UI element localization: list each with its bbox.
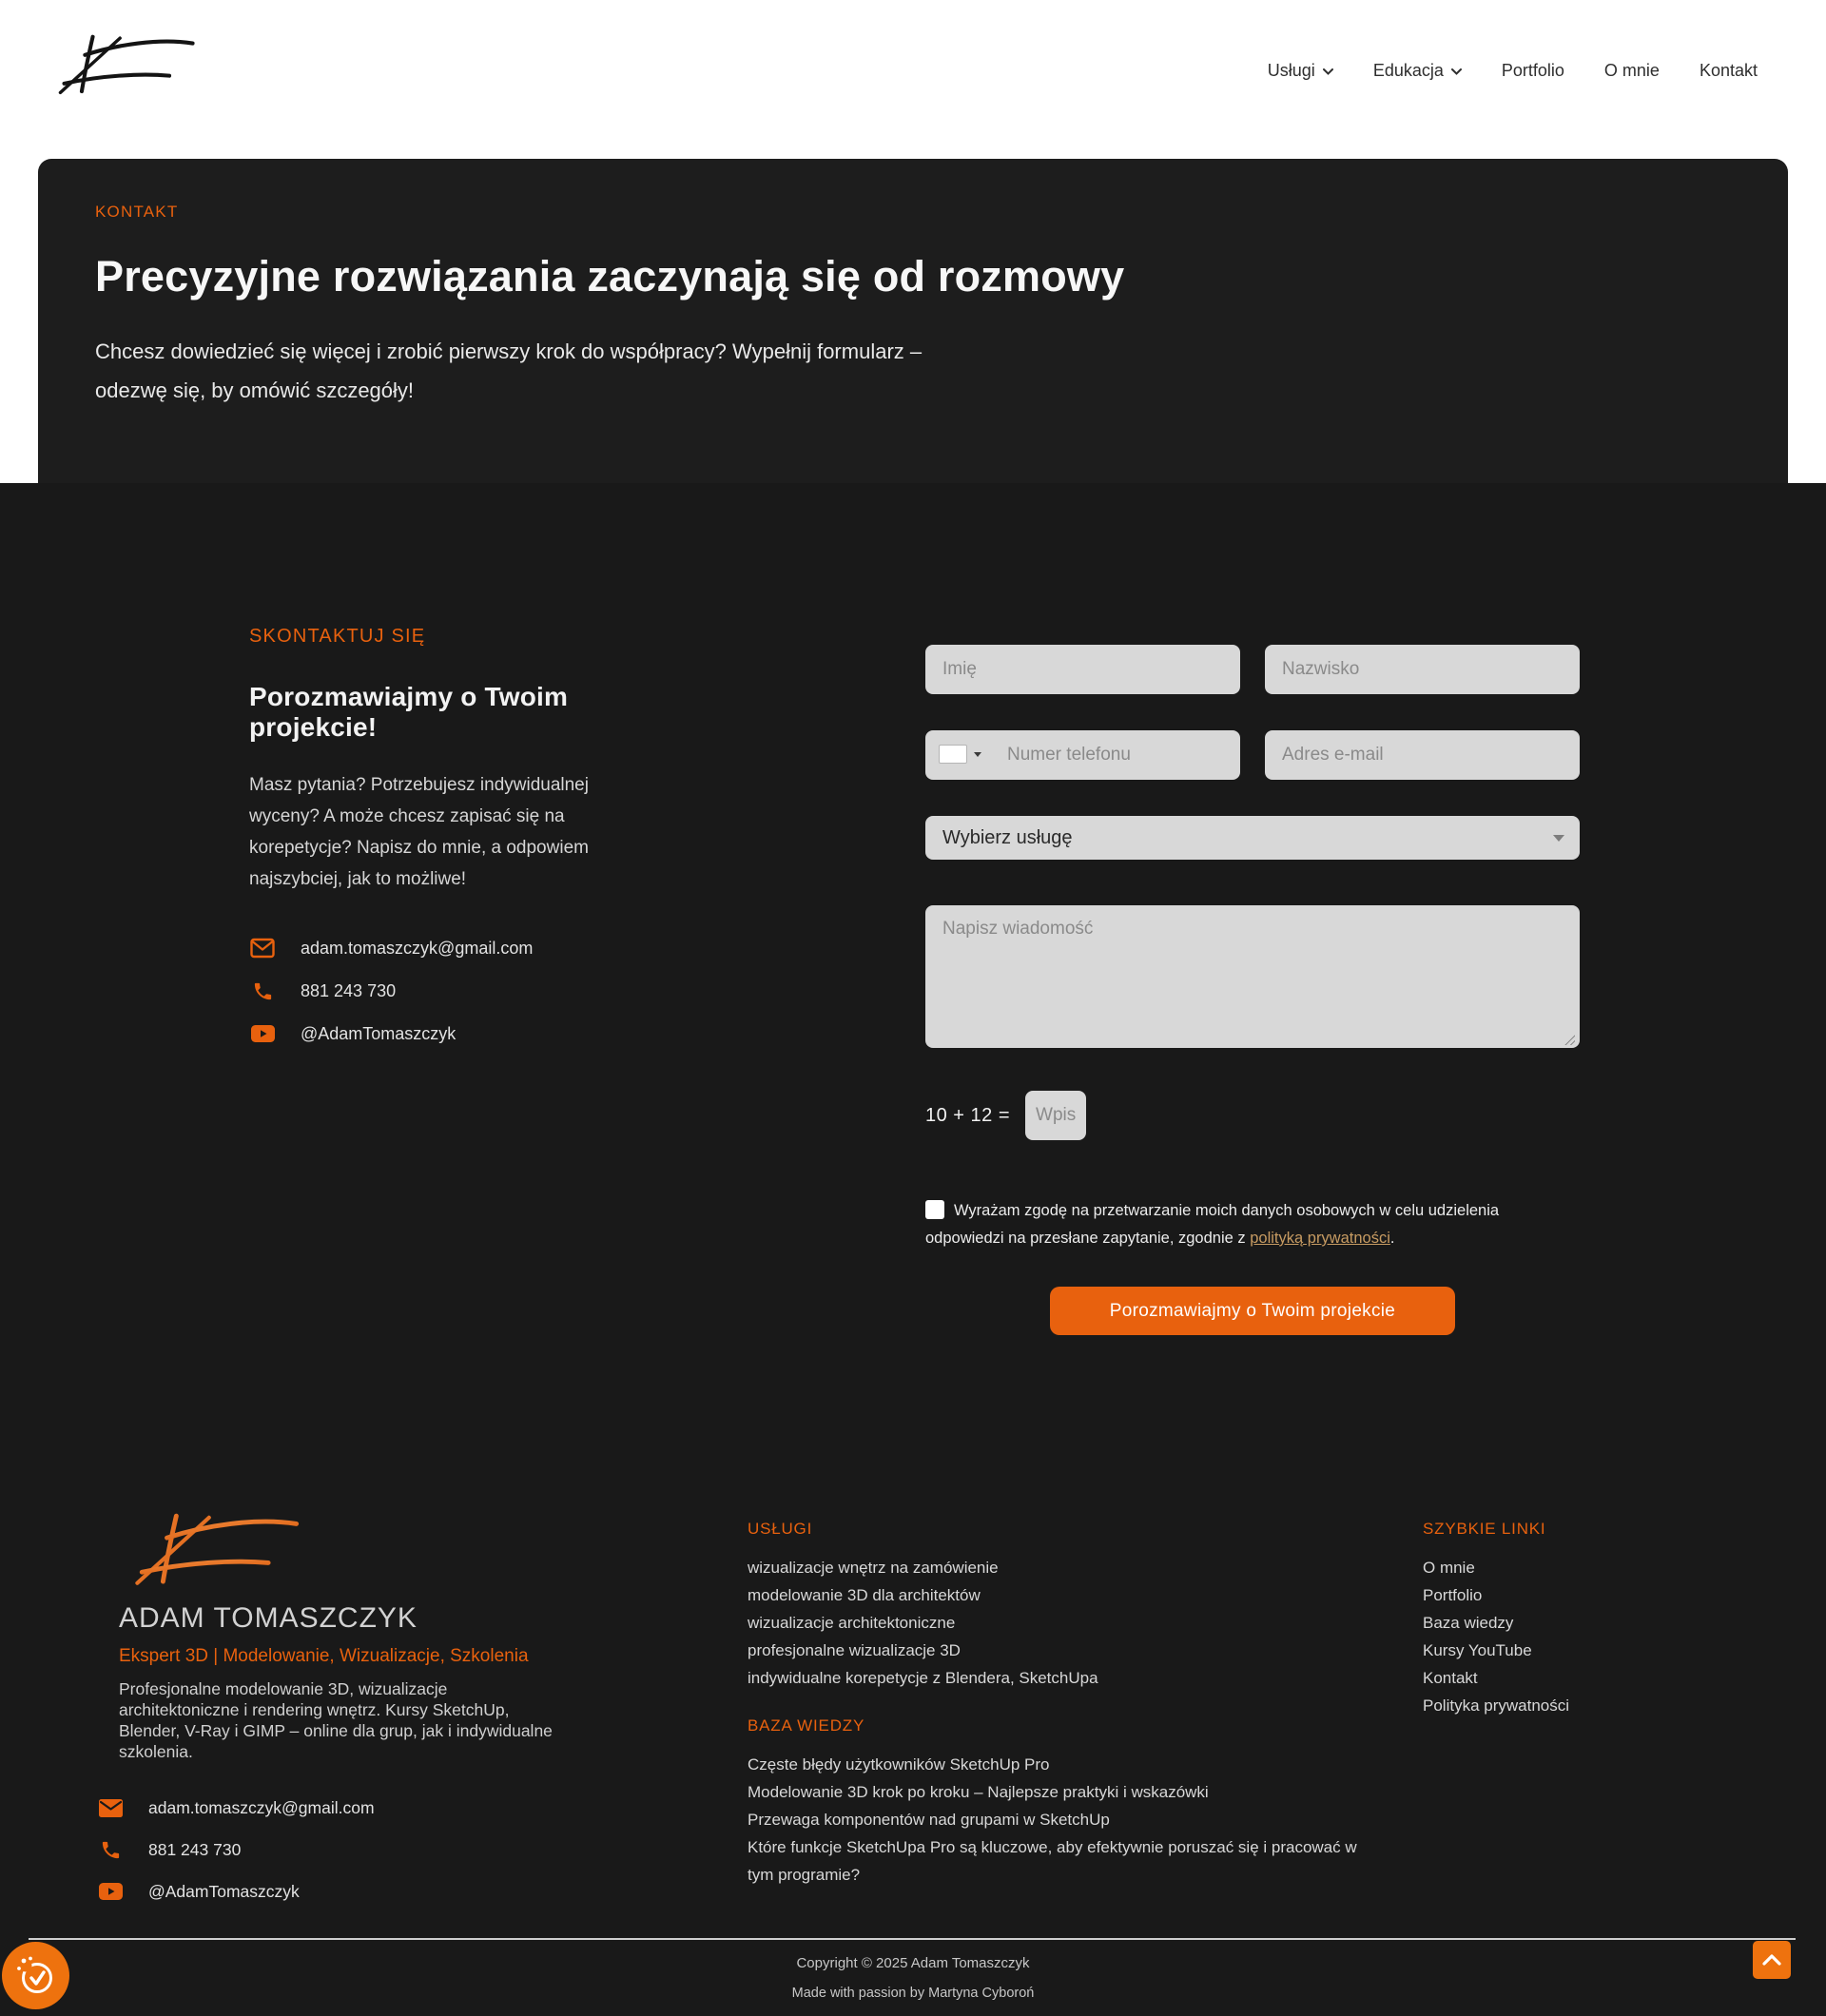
first-name-input[interactable] [925, 645, 1240, 694]
footer-service-link[interactable]: profesjonalne wizualizacje 3D [748, 1641, 961, 1659]
resize-handle[interactable] [1564, 1034, 1575, 1045]
captcha-question: 10 + 12 = [925, 1104, 1011, 1126]
footer-knowledge-link[interactable]: Modelowanie 3D krok po kroku – Najlepsze praktyki i wskazówki [748, 1783, 1209, 1801]
footer-phone-link[interactable] [97, 1838, 563, 1861]
contact-phone-text: 881 243 730 [301, 980, 397, 1000]
footer-email-text: adam.tomaszczyk@gmail.com [148, 1797, 375, 1817]
footer-quicklink-o-mnie[interactable]: O mnie [1423, 1559, 1475, 1577]
footer-quicklinks-list [1423, 1554, 1708, 1719]
signature-icon-orange [103, 1508, 331, 1586]
consent-text-suffix: . [1389, 1230, 1395, 1247]
caret-down-icon [974, 752, 981, 757]
scroll-to-top-button[interactable] [1753, 1941, 1791, 1979]
hero-subtitle: Chcesz dowiedzieć się więcej i zrobić pierwszy krok do współpracy? Wypełnij formularz – odezwę się, by omówić szczegóły! [95, 339, 923, 402]
cookie-icon [12, 1952, 60, 2000]
footer-quicklinks-column [1423, 1520, 1708, 1719]
footer-quicklink-portfolio[interactable]: Portfolio [1423, 1586, 1483, 1604]
privacy-policy-link[interactable]: polityką prywatności [1250, 1230, 1390, 1247]
envelope-icon [97, 1796, 124, 1819]
country-code-selector[interactable] [939, 745, 981, 764]
contact-form [925, 645, 1580, 1335]
caret-down-icon [1553, 835, 1564, 842]
footer-email-link[interactable] [97, 1796, 563, 1819]
contact-intro [249, 626, 630, 1045]
nav-label: Edukacja [1372, 61, 1444, 80]
footer-tagline: Ekspert 3D | Modelowanie, Wizualizacje, Szkolenia [119, 1646, 529, 1666]
submit-button[interactable]: Porozmawiajmy o Twoim projekcie [1050, 1287, 1455, 1335]
footer-divider [29, 1938, 1796, 1940]
last-name-input[interactable] [1265, 645, 1580, 694]
footer-service-link[interactable]: wizualizacje wnętrz na zamówienie [748, 1559, 999, 1577]
youtube-icon [249, 1022, 276, 1045]
contact-youtube-link[interactable] [249, 1022, 630, 1045]
footer-brand-column [87, 1508, 563, 1903]
chevron-up-icon [1761, 1953, 1782, 1967]
contact-youtube-text: @AdamTomaszczyk [301, 1023, 456, 1043]
service-select-value: Wybierz usługę [942, 826, 1073, 848]
footer-services-list [748, 1554, 1366, 1692]
cookie-settings-button[interactable] [2, 1942, 69, 2009]
contact-body: Masz pytania? Potrzebujesz indywidualnej wyceny? A może chcesz zapisać się na korepetycje? Napisz do mnie, a odpowiem najszybciej, jak to możliwe! [249, 775, 589, 889]
envelope-icon [249, 937, 276, 960]
footer-quicklink-polityka[interactable]: Polityka prywatności [1423, 1696, 1570, 1715]
phone-icon [97, 1838, 124, 1861]
message-textarea[interactable] [925, 905, 1580, 1048]
nav-label: O mnie [1603, 61, 1660, 80]
footer-quicklinks-heading: SZYBKIE LINKI [1423, 1520, 1546, 1538]
contact-eyebrow: SKONTAKTUJ SIĘ [249, 626, 426, 647]
signature-icon [55, 29, 198, 97]
footer-knowledge-link[interactable]: Przewaga komponentów nad grupami w SketchUp [748, 1811, 1110, 1829]
hero-section [38, 159, 1788, 483]
footer-quicklink-kontakt[interactable]: Kontakt [1423, 1669, 1478, 1687]
nav-label: Kontakt [1699, 61, 1758, 80]
captcha-input[interactable] [1025, 1091, 1086, 1140]
nav-item-portfolio[interactable] [1502, 61, 1564, 81]
footer-youtube-text: @AdamTomaszczyk [148, 1881, 300, 1901]
service-select[interactable] [925, 816, 1580, 860]
credit-text: Made with passion by Martyna Cyboroń [791, 1986, 1035, 2001]
footer-knowledge-list [748, 1751, 1366, 1889]
phone-icon [249, 979, 276, 1002]
consent-text: Wyrażam zgodę na przetwarzanie moich danych osobowych w celu udzielenia odpowiedzi na przesłane zapytanie, zgodnie z [925, 1202, 1500, 1247]
footer-quicklink-kursy-youtube[interactable]: Kursy YouTube [1423, 1641, 1532, 1659]
consent-row [925, 1197, 1542, 1252]
header-signature-logo[interactable] [55, 29, 198, 97]
footer-service-link[interactable]: indywidualne korepetycje z Blendera, SketchUpa [748, 1669, 1098, 1687]
nav-item-o-mnie[interactable] [1604, 61, 1660, 81]
chevron-down-icon [1323, 68, 1333, 75]
poland-flag-icon [939, 745, 967, 764]
footer-quicklink-baza-wiedzy[interactable]: Baza wiedzy [1423, 1614, 1514, 1632]
consent-checkbox[interactable] [925, 1200, 944, 1219]
dark-section [0, 483, 1826, 2016]
contact-email-text: adam.tomaszczyk@gmail.com [301, 938, 534, 958]
footer-knowledge-link[interactable]: Które funkcje SketchUpa Pro są kluczowe, aby efektywnie poruszać się i pracować w tym programie? [748, 1838, 1357, 1884]
footer-brand-name: ADAM TOMASZCZYK [119, 1602, 418, 1634]
chevron-down-icon [1451, 68, 1462, 75]
footer-youtube-link[interactable] [97, 1880, 563, 1903]
footer-description: Profesjonalne modelowanie 3D, wizualizacje architektoniczne i rendering wnętrz. Kursy SketchUp, Blender, V-Ray i GIMP – online dla grup, jak i indywidualne szkolenia. [119, 1679, 553, 1761]
contact-heading: Porozmawiajmy o Twoim projekcie! [249, 682, 569, 742]
nav-item-uslugi[interactable] [1268, 61, 1333, 81]
footer-phone-text: 881 243 730 [148, 1839, 242, 1859]
footer-knowledge-link[interactable]: Częste błędy użytkowników SketchUp Pro [748, 1755, 1050, 1774]
nav-label: Usługi [1267, 61, 1315, 80]
nav-item-kontakt[interactable] [1700, 61, 1758, 81]
email-input[interactable] [1265, 730, 1580, 780]
site-header [0, 0, 1826, 159]
nav-item-edukacja[interactable] [1373, 61, 1462, 81]
footer-services-column [748, 1520, 1366, 1889]
contact-phone-link[interactable] [249, 979, 630, 1002]
contact-email-link[interactable] [249, 937, 630, 960]
footer-knowledge-heading: BAZA WIEDZY [748, 1716, 865, 1735]
page-title: Precyzyjne rozwiązania zaczynają się od rozmowy [95, 252, 1125, 300]
footer-service-link[interactable]: modelowanie 3D dla architektów [748, 1586, 981, 1604]
youtube-icon [97, 1880, 124, 1903]
copyright-text: Copyright © 2025 Adam Tomaszczyk [796, 1955, 1030, 1971]
hero-eyebrow: KONTAKT [95, 203, 179, 221]
footer-services-heading: USŁUGI [748, 1520, 813, 1538]
nav-label: Portfolio [1501, 61, 1564, 80]
footer-service-link[interactable]: wizualizacje architektoniczne [748, 1614, 956, 1632]
main-nav [1268, 61, 1758, 81]
